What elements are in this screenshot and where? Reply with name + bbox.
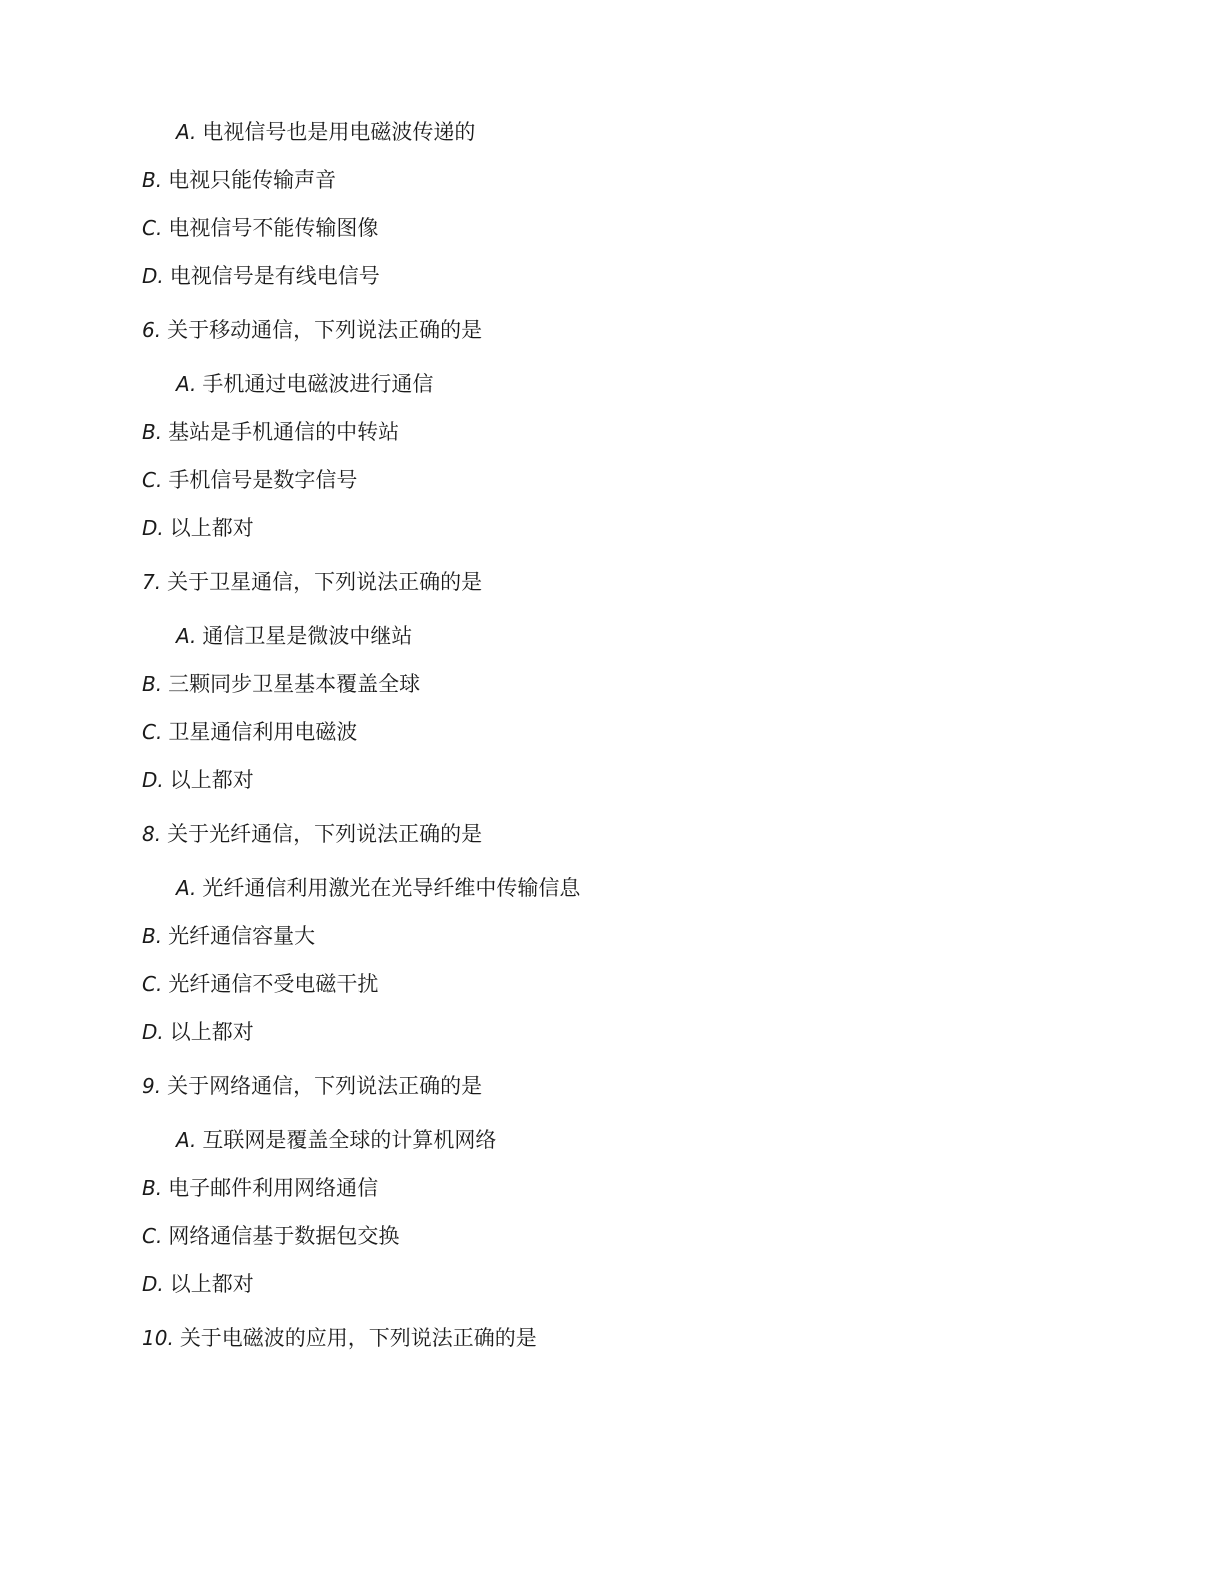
question-7 (142, 567, 482, 597)
option-text: 电视信号不能传输图像 (168, 216, 379, 240)
option-text: 手机信号是数字信号 (168, 468, 358, 492)
option-a (176, 369, 433, 399)
option-text: 基站是手机通信的中转站 (168, 420, 400, 444)
option-label: D. (142, 1272, 164, 1296)
option-text: 光纤通信不受电磁干扰 (168, 972, 379, 996)
option-label: C. (142, 972, 163, 996)
option-text: 以上都对 (169, 1020, 254, 1044)
option-text: 互联网是覆盖全球的计算机网络 (202, 1128, 497, 1152)
question-text: 关于网络通信，下列说法正确的是 (167, 1074, 483, 1098)
option-text: 电视信号也是用电磁波传递的 (202, 120, 476, 144)
option-a (176, 873, 580, 903)
option-label: C. (142, 216, 163, 240)
option-text: 光纤通信容量大 (168, 924, 316, 948)
question-text: 关于光纤通信，下列说法正确的是 (167, 822, 483, 846)
option-label: D. (142, 264, 164, 288)
option-label: D. (142, 516, 164, 540)
option-text: 电视只能传输声音 (168, 168, 337, 192)
option-label: C. (142, 468, 163, 492)
option-d (142, 765, 254, 795)
option-text: 卫星通信利用电磁波 (168, 720, 358, 744)
option-label: C. (142, 720, 163, 744)
option-text: 以上都对 (169, 1272, 254, 1296)
option-a (176, 1125, 496, 1155)
option-text: 光纤通信利用激光在光导纤维中传输信息 (202, 876, 581, 900)
option-text: 以上都对 (169, 516, 254, 540)
option-text: 手机通过电磁波进行通信 (202, 372, 434, 396)
option-label: A. (176, 624, 197, 648)
option-label: B. (142, 1176, 163, 1200)
option-label: B. (142, 924, 163, 948)
option-label: B. (142, 672, 163, 696)
option-a (176, 621, 412, 651)
question-text: 关于电磁波的应用，下列说法正确的是 (179, 1326, 537, 1350)
option-label: B. (142, 168, 163, 192)
question-text: 关于卫星通信，下列说法正确的是 (167, 570, 483, 594)
question-number: 9. (142, 1074, 162, 1098)
question-number: 6. (142, 318, 162, 342)
question-number: 7. (142, 570, 162, 594)
question-number: 10. (142, 1326, 174, 1350)
option-text: 通信卫星是微波中继站 (202, 624, 413, 648)
option-text: 电子邮件利用网络通信 (168, 1176, 379, 1200)
question-number: 8. (142, 822, 162, 846)
option-b (142, 417, 399, 447)
option-d (142, 513, 254, 543)
option-a (176, 117, 475, 147)
option-d (142, 1269, 254, 1299)
option-c (142, 717, 357, 747)
question-text: 关于移动通信，下列说法正确的是 (167, 318, 483, 342)
option-b (142, 1173, 378, 1203)
option-label: B. (142, 420, 163, 444)
option-text: 电视信号是有线电信号 (169, 264, 380, 288)
option-label: C. (142, 1224, 163, 1248)
option-label: A. (176, 1128, 197, 1152)
question-9 (142, 1071, 482, 1101)
option-label: A. (176, 876, 197, 900)
option-c (142, 969, 378, 999)
option-c (142, 1221, 399, 1251)
option-b (142, 921, 315, 951)
option-d (142, 261, 380, 291)
option-c (142, 213, 378, 243)
question-8 (142, 819, 482, 849)
option-label: D. (142, 768, 164, 792)
option-b (142, 669, 420, 699)
option-label: A. (176, 372, 197, 396)
option-text: 三颗同步卫星基本覆盖全球 (168, 672, 421, 696)
option-label: D. (142, 1020, 164, 1044)
option-text: 以上都对 (169, 768, 254, 792)
option-text: 网络通信基于数据包交换 (168, 1224, 400, 1248)
option-c (142, 465, 357, 495)
option-b (142, 165, 336, 195)
option-label: A. (176, 120, 197, 144)
option-d (142, 1017, 254, 1047)
question-6 (142, 315, 482, 345)
question-10 (142, 1323, 537, 1353)
